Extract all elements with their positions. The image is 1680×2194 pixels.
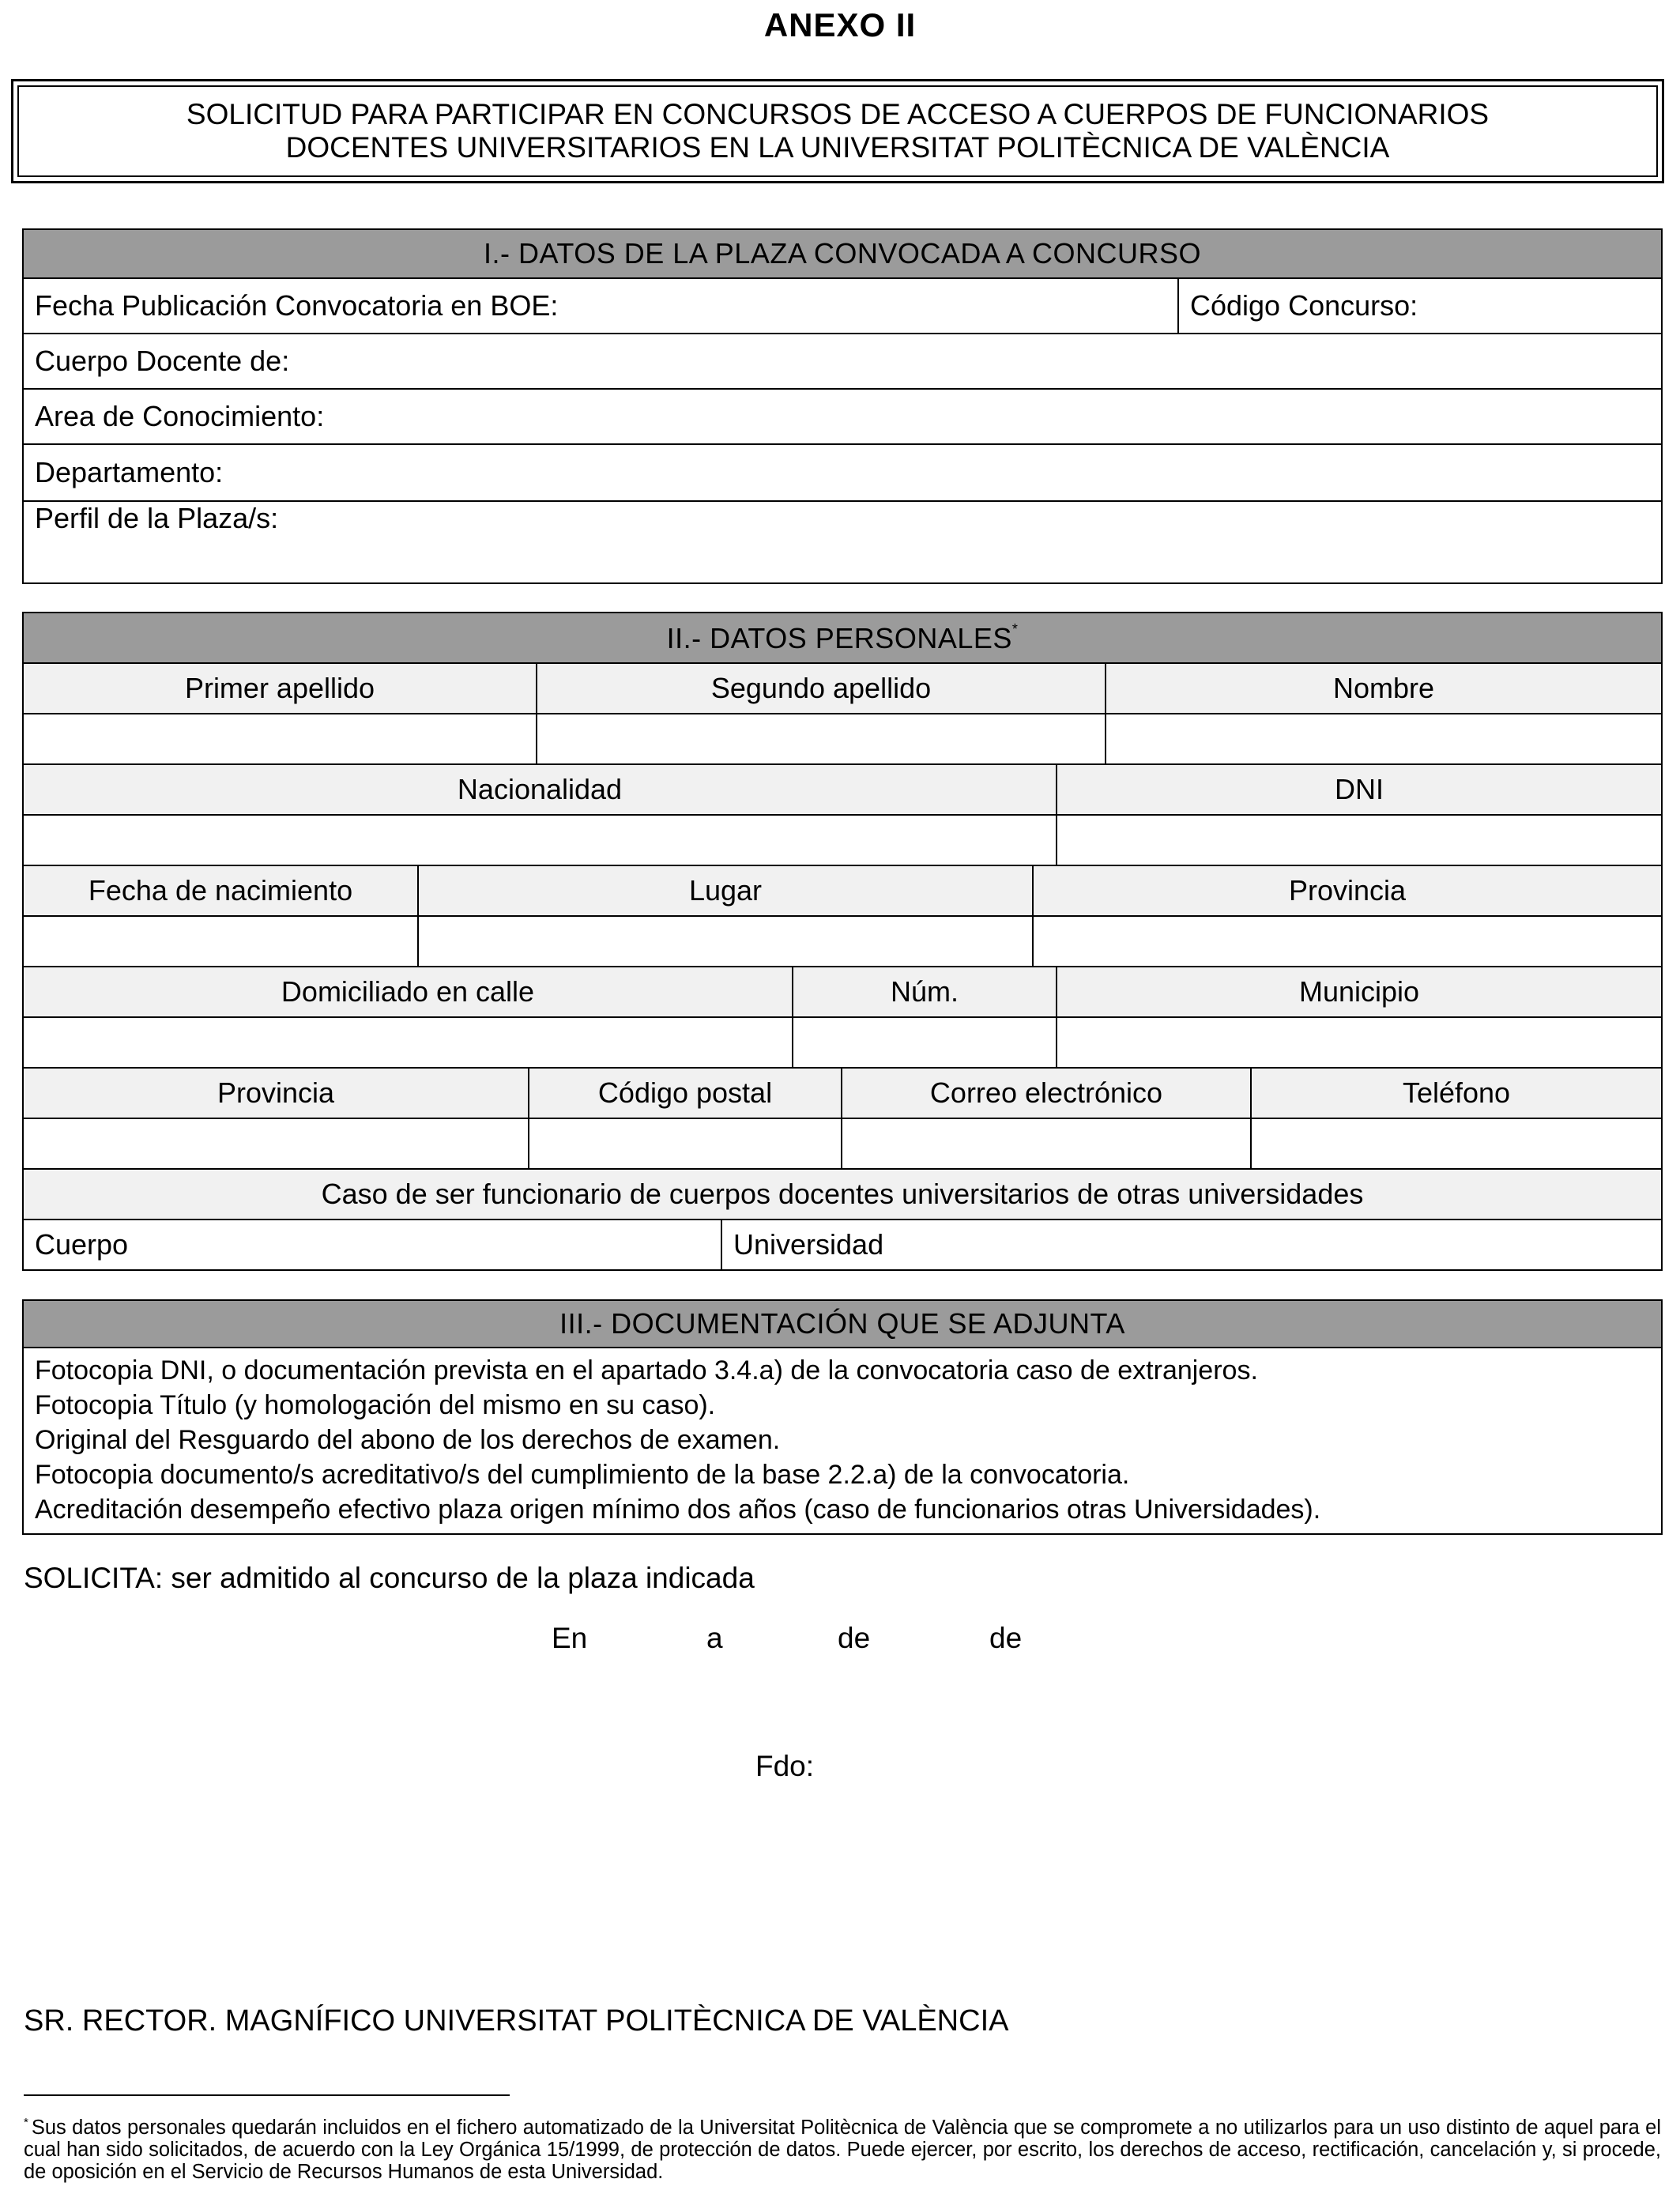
- dni-label: DNI: [1057, 764, 1662, 815]
- date-en: En: [552, 1622, 588, 1654]
- contest-code-field[interactable]: Código Concurso:: [1178, 278, 1662, 334]
- first-surname-input[interactable]: [23, 714, 537, 764]
- street-input[interactable]: [23, 1017, 793, 1068]
- second-surname-label: Segundo apellido: [537, 663, 1106, 714]
- form-title-line-1: SOLICITUD PARA PARTICIPAR EN CONCURSOS DE ACCESO A CUERPOS DE FUNCIONARIOS: [186, 98, 1490, 130]
- section-2-heading: [23, 613, 1662, 663]
- date-de-2: de: [989, 1622, 1023, 1654]
- municipality-input[interactable]: [1057, 1017, 1662, 1068]
- footnote: [24, 2112, 1661, 2183]
- birth-province-input[interactable]: [1033, 916, 1662, 967]
- date-a: a: [706, 1622, 723, 1654]
- section-2-table: [22, 612, 1663, 765]
- postal-code-input[interactable]: [529, 1118, 842, 1169]
- footnote-divider: [24, 2094, 510, 2096]
- birth-place-label: Lugar: [418, 865, 1033, 916]
- form-title-line-2: DOCENTES UNIVERSITARIOS EN LA UNIVERSITAT POLITÈCNICA DE VALÈNCIA: [285, 131, 1390, 164]
- postal-code-label: Código postal: [529, 1068, 842, 1118]
- section-1-heading: I.- DATOS DE LA PLAZA CONVOCADA A CONCURSO: [23, 229, 1662, 278]
- dni-input[interactable]: [1057, 815, 1662, 865]
- section-2-footnote-mark: *: [1011, 620, 1019, 637]
- form-title-inner: [17, 85, 1658, 177]
- annex-title: ANEXO II: [763, 6, 917, 43]
- name-label: Nombre: [1106, 663, 1662, 714]
- section-3-table: [22, 1299, 1663, 1535]
- email-label: Correo electrónico: [842, 1068, 1251, 1118]
- birth-province-label: Provincia: [1033, 865, 1662, 916]
- name-input[interactable]: [1106, 714, 1662, 764]
- nationality-table: [22, 763, 1663, 866]
- teaching-body-field[interactable]: Cuerpo Docente de:: [23, 334, 1662, 389]
- department-field[interactable]: Departamento:: [23, 444, 1662, 501]
- address-table: [22, 966, 1663, 1069]
- street-label: Domiciliado en calle: [23, 967, 793, 1017]
- document-item: Acreditación desempeño efectivo plaza origen mínimo dos años (caso de funcionarios otras Universidades).: [35, 1495, 1321, 1525]
- date-de-1: de: [838, 1622, 871, 1654]
- document-item: Fotocopia documento/s acreditativo/s del cumplimiento de la base 2.2.a) de la convocatoria.: [35, 1460, 1130, 1490]
- university-field[interactable]: Universidad: [721, 1220, 1662, 1270]
- nationality-input[interactable]: [23, 815, 1057, 865]
- documents-list: [23, 1348, 1662, 1534]
- birth-date-input[interactable]: [23, 916, 418, 967]
- signature-label: Fdo:: [755, 1750, 815, 1782]
- province-input[interactable]: [23, 1118, 529, 1169]
- document-item: Fotocopia DNI, o documentación prevista en el apartado 3.4.a) de la convocatoria caso de extranjeros.: [35, 1355, 1258, 1385]
- phone-input[interactable]: [1251, 1118, 1662, 1169]
- street-number-input[interactable]: [793, 1017, 1057, 1068]
- nationality-label: Nacionalidad: [23, 764, 1057, 815]
- first-surname-label: Primer apellido: [23, 663, 537, 714]
- knowledge-area-field[interactable]: Area de Conocimiento:: [23, 389, 1662, 444]
- civil-servant-case-label: Caso de ser funcionario de cuerpos docentes universitarios de otras universidades: [23, 1169, 1662, 1220]
- province-label: Provincia: [23, 1068, 529, 1118]
- section-1-table: [22, 228, 1663, 584]
- position-profile-field[interactable]: Perfil de la Plaza/s:: [23, 501, 1662, 583]
- footnote-text: Sus datos personales quedarán incluidos en el fichero automatizado de la Universitat Politècnica de València que se compromete a no utilizarlos para un uso distinto de aquel para el cual han sido solicitados, de acuerdo con la Ley Orgánica 15/1999, de protección de datos. Puede ejercer, por escrito, los derechos de acceso, rectificación, cancelación y, si procede, de oposición en el Servicio de Recursos Humanos de esta Universidad.: [24, 2117, 1661, 2183]
- second-surname-input[interactable]: [537, 714, 1106, 764]
- section-2-heading-text: II.- DATOS PERSONALES: [666, 621, 1012, 654]
- footnote-mark: *: [24, 2116, 28, 2129]
- document-item: Fotocopia Título (y homologación del mismo en su caso).: [35, 1390, 716, 1420]
- addressee: SR. RECTOR. MAGNÍFICO UNIVERSITAT POLITÈCNICA DE VALÈNCIA: [24, 2004, 1009, 2038]
- form-title-box: [11, 79, 1664, 183]
- civil-servant-table: [22, 1168, 1663, 1271]
- birth-place-input[interactable]: [418, 916, 1033, 967]
- corps-field[interactable]: Cuerpo: [23, 1220, 721, 1270]
- email-input[interactable]: [842, 1118, 1251, 1169]
- birth-table: [22, 865, 1663, 967]
- section-3-heading: III.- DOCUMENTACIÓN QUE SE ADJUNTA: [23, 1300, 1662, 1348]
- request-text: SOLICITA: ser admitido al concurso de la plaza indicada: [24, 1562, 755, 1594]
- street-number-label: Núm.: [793, 967, 1057, 1017]
- birth-date-label: Fecha de nacimiento: [23, 865, 418, 916]
- boe-date-field[interactable]: Fecha Publicación Convocatoria en BOE:: [23, 278, 1178, 334]
- phone-label: Teléfono: [1251, 1068, 1662, 1118]
- municipality-label: Municipio: [1057, 967, 1662, 1017]
- document-item: Original del Resguardo del abono de los derechos de examen.: [35, 1425, 781, 1455]
- contact-table: [22, 1067, 1663, 1170]
